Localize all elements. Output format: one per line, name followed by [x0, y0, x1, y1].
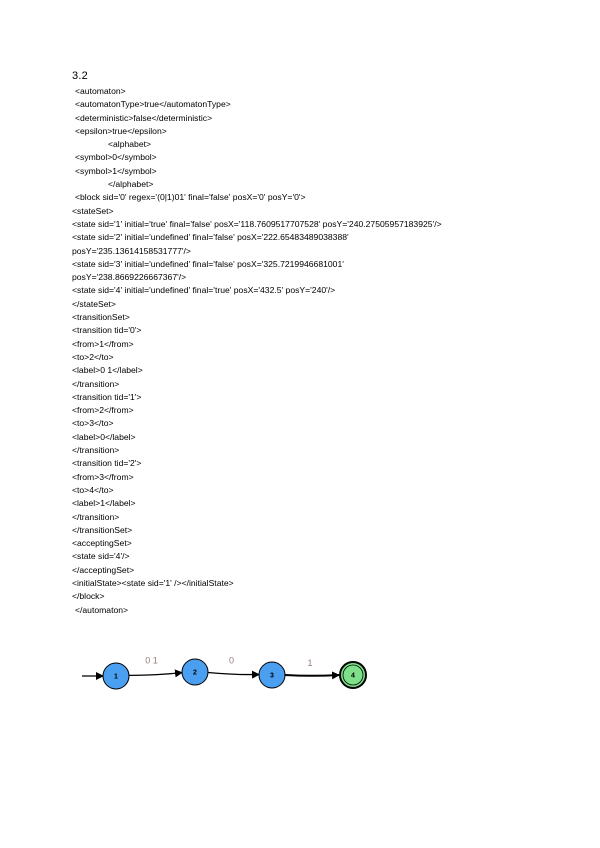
transition-edge [285, 675, 339, 676]
code-line: <state sid='2' initial='undefined' final='false' posX='222.65483489038388' [72, 232, 349, 243]
state-label: 1 [114, 673, 118, 681]
automaton-diagram [72, 640, 392, 725]
code-line: <symbol>0</symbol> [75, 152, 157, 163]
code-line: </transition> [72, 511, 120, 522]
code-line: <transition tid='2'> [72, 458, 142, 469]
code-line: <automatonType>true</automatonType> [75, 99, 231, 110]
code-line: <state sid='4' initial='undefined' final='true' posX='432.5' posY='240'/> [72, 285, 336, 296]
code-line: <from>3</from> [72, 471, 134, 482]
state-node [103, 663, 129, 689]
code-line: <epsilon>true</epsilon> [75, 125, 167, 136]
code-line: <symbol>1</symbol> [75, 165, 157, 176]
state-label: 2 [193, 669, 197, 677]
code-line: <transition tid='0'> [72, 325, 142, 336]
code-line: posY='238.8669226667367'/> [72, 272, 187, 283]
code-line: <transition tid='1'> [72, 391, 142, 402]
code-line: </transition> [72, 445, 120, 456]
transition-edge [129, 673, 182, 676]
code-line: </transitionSet> [72, 524, 133, 535]
code-line: <state sid='4'/> [72, 551, 130, 562]
code-line: <label>1</label> [72, 498, 136, 509]
code-line: </block> [72, 591, 105, 602]
code-line: <label>0 1</label> [72, 365, 143, 376]
transition-label: 0 [228, 655, 235, 666]
code-line: <state sid='1' initial='true' final='false' posX='118.7609517707528' posY='240.27505957183925'/> [72, 218, 442, 229]
code-line: </acceptingSet> [72, 564, 135, 575]
section-number: 3.2 [72, 70, 88, 82]
state-node [259, 662, 285, 688]
code-line: <alphabet> [108, 139, 152, 150]
final-state-node [340, 662, 366, 688]
code-line: <block sid='0' regex='(0|1)01' final='false' posX='0' posY='0'> [75, 192, 306, 203]
transition-label: 0 1 [145, 655, 158, 666]
code-line: </automaton> [75, 604, 129, 615]
automaton-svg [72, 640, 392, 720]
code-line: </transition> [72, 378, 120, 389]
transition-edge [208, 673, 259, 675]
code-line: <state sid='3' initial='undefined' final='false' posX='325.7219946681001' [72, 258, 344, 269]
code-line: </stateSet> [72, 298, 116, 309]
state-label: 3 [270, 672, 274, 680]
code-line: posY='235.13614158531777'/> [72, 245, 191, 256]
code-line: <from>2</from> [72, 405, 134, 416]
code-line: <from>1</from> [72, 338, 134, 349]
code-line: </alphabet> [108, 179, 154, 190]
code-line: <transitionSet> [72, 312, 130, 323]
transition-label: 1 [307, 658, 313, 668]
code-line: <label>0</label> [72, 431, 136, 442]
code-line: <initialState><state sid='1' /></initialState> [72, 577, 234, 588]
code-line: <acceptingSet> [72, 538, 132, 549]
code-line: <to>3</to> [72, 418, 114, 429]
code-line: <automaton> [75, 86, 126, 96]
code-line: <stateSet> [72, 205, 114, 216]
code-line: <to>4</to> [72, 484, 114, 495]
code-line: <deterministic>false</deterministic> [75, 112, 213, 123]
state-label: 4 [351, 672, 355, 680]
state-node [182, 659, 208, 685]
code-line: <to>2</to> [72, 351, 114, 362]
xml-code-block [72, 85, 542, 617]
